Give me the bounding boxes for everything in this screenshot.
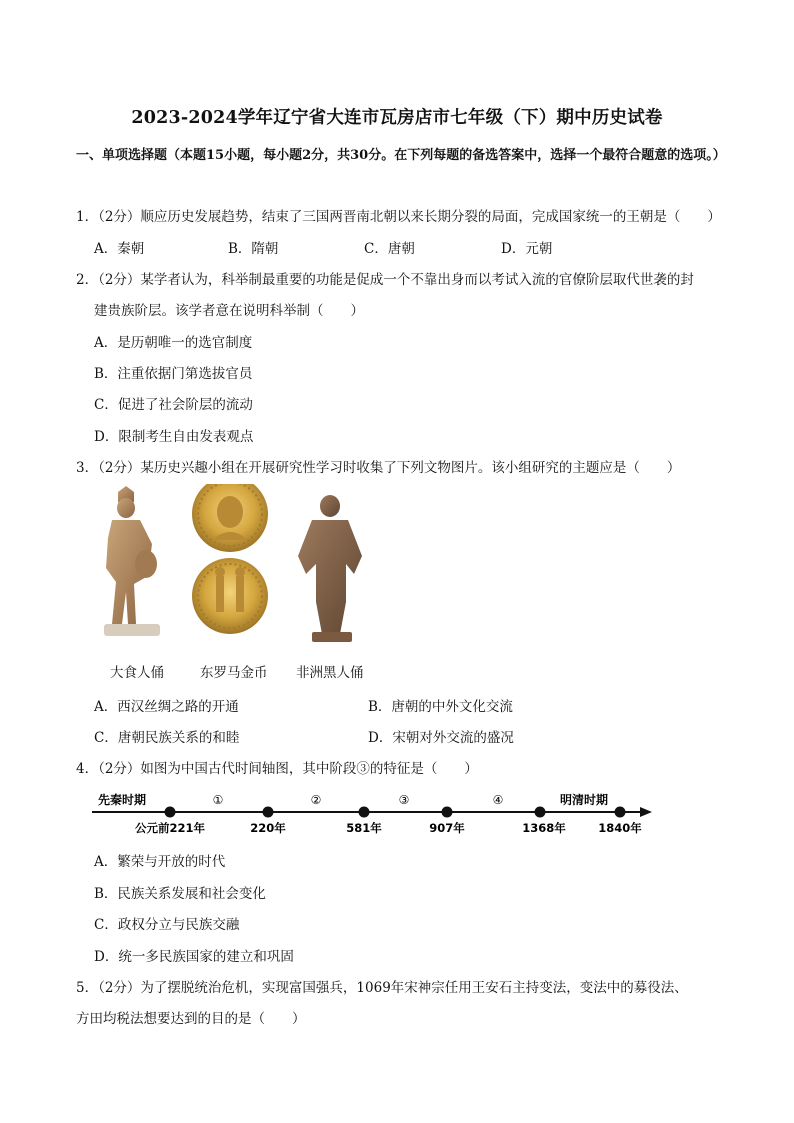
timeline-year-3: 581年	[346, 821, 382, 835]
timeline-diagram	[90, 788, 656, 838]
timeline-stage-2: ②	[310, 793, 322, 807]
timeline-stage-3: ③	[398, 793, 410, 807]
timeline-dot-5	[535, 807, 546, 818]
q2-option-d[interactable]: D．限制考生自由发表观点	[94, 429, 254, 445]
timeline-dot-1	[165, 807, 176, 818]
q3-option-d[interactable]: D．宋朝对外交流的盛况	[368, 730, 514, 746]
q1-option-b[interactable]: B．隋朝	[228, 241, 279, 257]
question-4-stem: 4．（2分）如图为中国古代时间轴图，其中阶段③的特征是（ ）	[76, 761, 478, 777]
question-3-stem: 3．（2分）某历史兴趣小组在开展研究性学习时收集了下列文物图片。该小组研究的主题应是（ ）	[76, 460, 681, 476]
q1-option-c[interactable]: C．唐朝	[364, 241, 415, 257]
caption-byzantine-coin: 东罗马金币	[200, 665, 268, 681]
q1-option-d[interactable]: D．元朝	[501, 241, 553, 257]
question-5-stem-line2: 方田均税法想要达到的目的是（ ）	[76, 1011, 306, 1027]
timeline-dot-2	[263, 807, 274, 818]
question-1-stem: 1．（2分）顺应历史发展趋势，结束了三国两晋南北朝以来长期分裂的局面，完成国家统一的王朝是（ ）	[76, 209, 721, 225]
artifact-images	[90, 484, 390, 654]
figurine-african-icon	[298, 495, 362, 642]
timeline-stage-4: ④	[492, 793, 504, 807]
question-2-stem-line2: 建贵族阶层。该学者意在说明科举制（ ）	[94, 303, 364, 319]
q4-option-b[interactable]: B．民族关系发展和社会变化	[94, 886, 266, 902]
timeline-year-5: 1368年	[522, 821, 566, 835]
caption-african-figurine: 非洲黑人俑	[296, 665, 364, 681]
q4-option-d[interactable]: D．统一多民族国家的建立和巩固	[94, 949, 294, 965]
caption-arab-figurine: 大食人俑	[110, 665, 164, 681]
timeline-year-6: 1840年	[598, 821, 642, 835]
q2-option-a[interactable]: A．是历朝唯一的选官制度	[94, 335, 253, 351]
figurine-arab-icon	[104, 486, 160, 636]
timeline-arrow-icon	[640, 807, 652, 817]
question-5-stem-line1: 5．（2分）为了摆脱统治危机，实现富国强兵，1069年宋神宗任用王安石主持变法，变法中的募役法、	[76, 980, 688, 996]
timeline-dot-4	[442, 807, 453, 818]
timeline-year-4: 907年	[429, 821, 465, 835]
q4-option-c[interactable]: C．政权分立与民族交融	[94, 917, 240, 933]
q3-option-a[interactable]: A．西汉丝绸之路的开通	[94, 699, 239, 715]
q4-option-a[interactable]: A．繁荣与开放的时代	[94, 854, 226, 870]
q3-option-b[interactable]: B．唐朝的中外文化交流	[368, 699, 513, 715]
question-2-stem-line1: 2．（2分）某学者认为，科举制最重要的功能是促成一个不靠出身而以考试入流的官僚阶层取代世袭的封	[76, 272, 694, 288]
timeline-year-2: 220年	[250, 821, 286, 835]
timeline-dot-3	[359, 807, 370, 818]
q2-option-b[interactable]: B．注重依据门第选拔官员	[94, 366, 253, 382]
timeline-year-1: 公元前221年	[134, 821, 206, 835]
q3-option-c[interactable]: C．唐朝民族关系的和睦	[94, 730, 240, 746]
byzantine-coin-icon	[192, 484, 268, 634]
timeline-stage-1: ①	[212, 793, 224, 807]
section-header: 一、单项选择题（本题15小题，每小题2分，共30分。在下列每题的备选答案中，选择一个最符合题意的选项。）	[76, 148, 726, 163]
timeline-start-label: 先秦时期	[98, 793, 147, 807]
timeline-dot-6	[615, 807, 626, 818]
timeline-end-label: 明清时期	[560, 793, 609, 807]
q1-option-a[interactable]: A．秦朝	[94, 241, 145, 257]
page-title: 2023-2024学年辽宁省大连市瓦房店市七年级（下）期中历史试卷	[131, 108, 663, 128]
q2-option-c[interactable]: C．促进了社会阶层的流动	[94, 397, 253, 413]
